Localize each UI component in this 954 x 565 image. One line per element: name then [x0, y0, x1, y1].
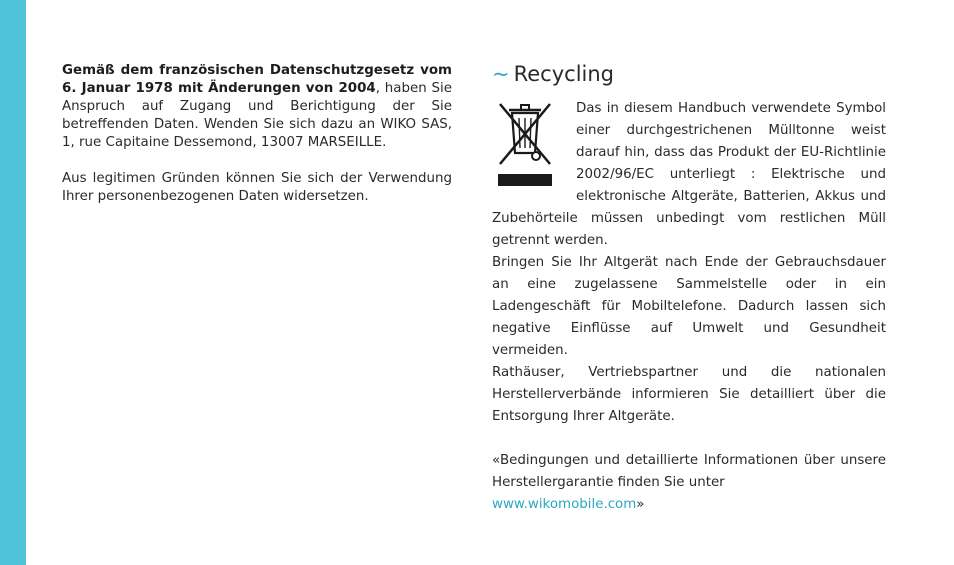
- recycling-body: [492, 98, 886, 516]
- paragraph-gap: [492, 428, 886, 450]
- privacy-paragraph: [62, 62, 452, 152]
- privacy-law-reference: Gemäß dem französischen Datenschutzgesetz vom 6. Januar 1978 mit Änderungen von 2004: [62, 63, 452, 96]
- warranty-close-quote: »: [636, 497, 645, 512]
- symbol-paragraph: Das in diesem Handbuch verwendete Symbol einer durchgestrichenen Mülltonne weist darauf hin, dass das Produkt der EU-Richtlinie 2002/96/EC unterliegt : Elektrische und elektronische Altgeräte, Batterien, Akkus und Zubehörteile müssen unbedingt vom restlichen Müll getrennt werden.: [492, 101, 886, 248]
- weee-bar: [498, 174, 552, 186]
- side-accent-bar: [0, 0, 26, 565]
- heading-tilde: ~: [492, 62, 510, 86]
- crossed-out-wheelie-bin-icon: [492, 98, 558, 192]
- recycling-title: Recycling: [513, 62, 615, 86]
- weee-bin-svg: [492, 98, 558, 168]
- collection-paragraph: Bringen Sie Ihr Altgerät nach Ende der Gebrauchsdauer an eine zugelassene Sammelstelle oder in ein Ladengeschäft für Mobiltelefone. Dadurch lassen sich negative Einflüsse auf Umwelt und Gesundheit vermeiden.: [492, 255, 886, 358]
- wiko-website-link[interactable]: www.wikomobile.com: [492, 497, 637, 512]
- recycling-heading: [492, 60, 886, 88]
- warranty-text: «Bedingungen und detaillierte Informationen über unsere Herstellergarantie finden Sie unter: [492, 453, 886, 490]
- privacy-section: [62, 62, 452, 206]
- warranty-paragraph: [492, 450, 886, 516]
- privacy-rights-text: , haben Sie Anspruch auf Zugang und Berichtigung der Sie betreffenden Daten. Wenden Sie sich dazu an WIKO SAS, 1, rue Capitaine Dessemond, 13007 MARSEILLE.: [62, 81, 452, 150]
- info-paragraph: Rathäuser, Vertriebspartner und die nationalen Herstellerverbände informieren Sie detailliert über die Entsorgung Ihrer Altgeräte.: [492, 365, 886, 424]
- objection-paragraph: Aus legitimen Gründen können Sie sich der Verwendung Ihrer personenbezogenen Daten widersetzen.: [62, 171, 452, 204]
- recycling-section: [492, 60, 886, 516]
